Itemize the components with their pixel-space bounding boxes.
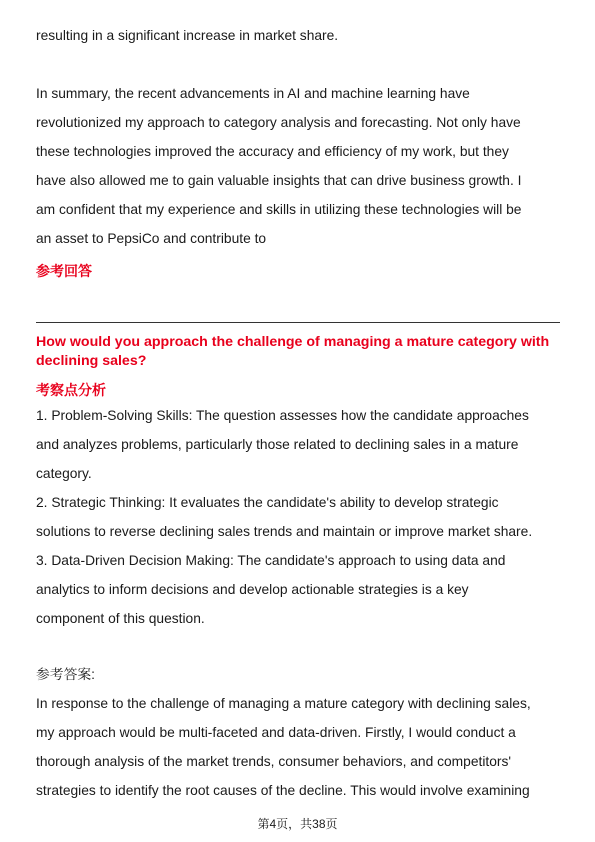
reference-answer-heading: 参考回答 — [36, 263, 92, 279]
paragraph-line: revolutionized my approach to category analysis and forecasting. Not only have — [36, 115, 521, 130]
paragraph-line: am confident that my experience and skills in utilizing these technologies will be — [36, 202, 522, 217]
paragraph-line: In summary, the recent advancements in AI and machine learning have — [36, 86, 470, 101]
list-item-line: analytics to inform decisions and develop actionable strategies is a key — [36, 582, 469, 597]
paragraph-line: In response to the challenge of managing a mature category with declining sales, — [36, 696, 531, 711]
paragraph-line: these technologies improved the accuracy and efficiency of my work, but they — [36, 144, 509, 159]
list-item-line: 2. Strategic Thinking: It evaluates the candidate's ability to develop strategic — [36, 495, 499, 510]
analysis-list — [36, 401, 532, 633]
list-item-line: and analyzes problems, particularly those related to declining sales in a mature — [36, 437, 519, 452]
intro-paragraph — [36, 21, 338, 50]
list-item-line: 3. Data-Driven Decision Making: The candidate's approach to using data and — [36, 553, 506, 568]
paragraph-line: have also allowed me to gain valuable insights that can drive business growth. I — [36, 173, 522, 188]
section-divider — [36, 322, 560, 323]
list-item-line: component of this question. — [36, 611, 205, 626]
page-number-footer: 第4页，共38页 — [257, 817, 338, 831]
answer-paragraph — [36, 689, 531, 805]
question-line: How would you approach the challenge of managing a mature category with — [36, 334, 550, 350]
list-item-line: 1. Problem-Solving Skills: The question assesses how the candidate approaches — [36, 408, 529, 423]
summary-paragraph — [36, 79, 521, 253]
list-item-line: category. — [36, 466, 92, 481]
answer-heading: 参考答案: — [36, 667, 96, 682]
analysis-heading: 考察点分析 — [36, 382, 106, 398]
paragraph-line: strategies to identify the root causes of the decline. This would involve examining — [36, 783, 530, 798]
paragraph-line: thorough analysis of the market trends, consumer behaviors, and competitors' — [36, 754, 512, 769]
paragraph-line: an asset to PepsiCo and contribute to — [36, 231, 267, 246]
question-line: declining sales? — [36, 353, 147, 369]
list-item-line: solutions to reverse declining sales trends and maintain or improve market share. — [36, 524, 533, 539]
paragraph-line: resulting in a significant increase in market share. — [36, 28, 339, 43]
question-title — [36, 333, 549, 371]
paragraph-line: my approach would be multi-faceted and data-driven. Firstly, I would conduct a — [36, 725, 516, 740]
